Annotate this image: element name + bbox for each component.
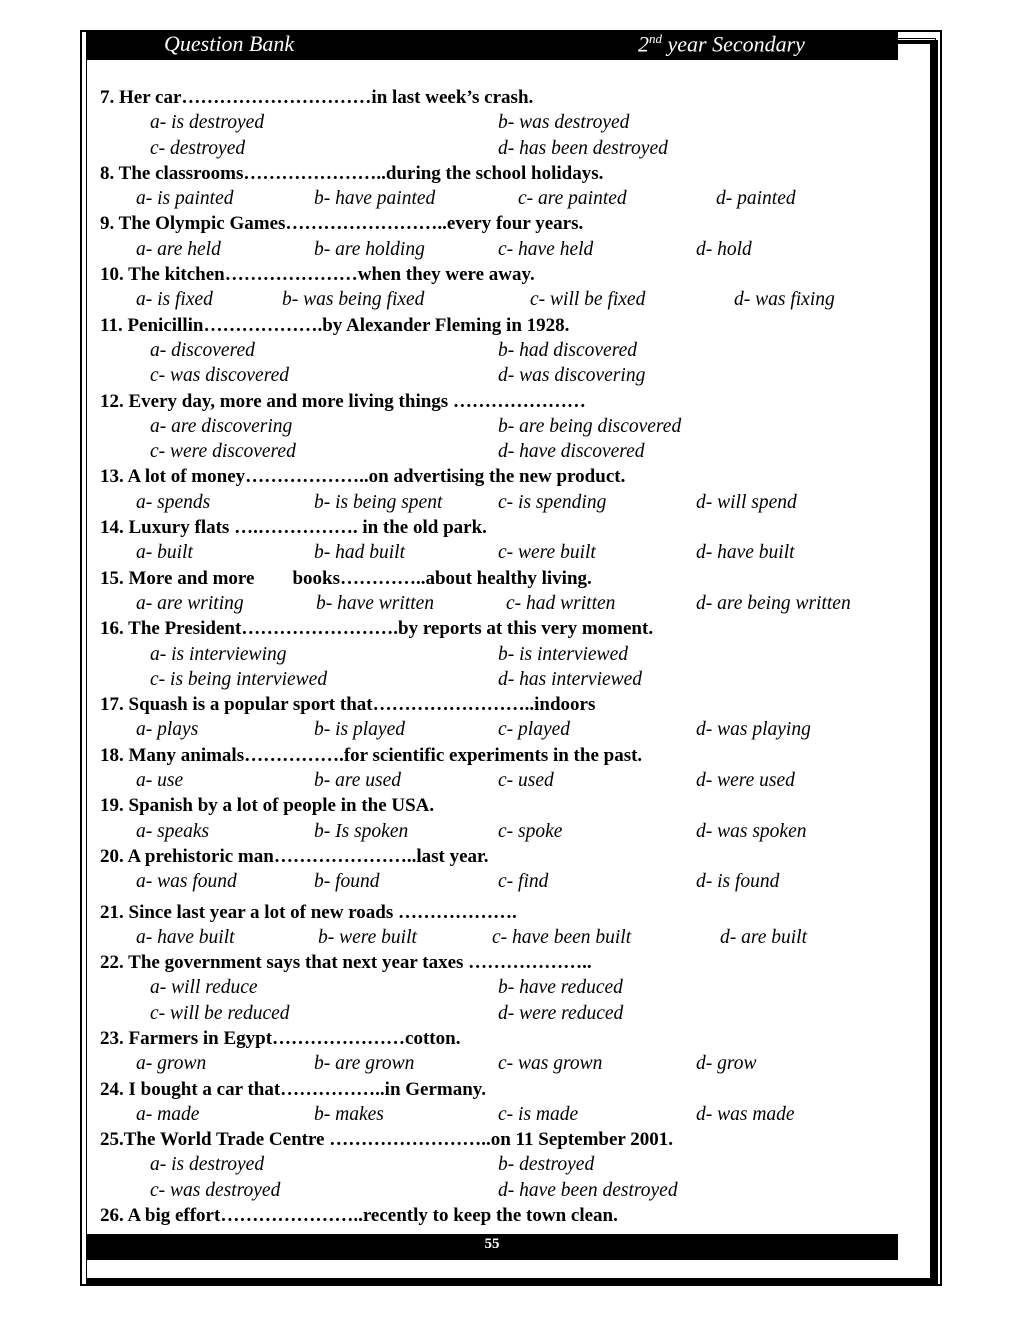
question-text: 10. The kitchen…………………when they were away. — [100, 264, 535, 286]
question-text: 13. A lot of money………………..on advertising the new product. — [100, 466, 626, 488]
answer-option: c- had written — [506, 592, 616, 614]
question-item — [100, 85, 920, 161]
answer-option: b- had built — [314, 542, 405, 564]
answer-option: c- were built — [498, 542, 596, 564]
header-notch — [898, 40, 938, 44]
question-text: 12. Every day, more and more living things ………………… — [100, 390, 586, 412]
option-row — [100, 1001, 920, 1026]
option-row — [100, 287, 920, 312]
answer-option: d- was fixing — [734, 289, 835, 311]
question-item — [100, 464, 920, 515]
answer-option: c- was destroyed — [150, 1179, 281, 1201]
answer-option: c- find — [498, 871, 549, 893]
answer-option: a- made — [136, 1103, 200, 1125]
question-item — [100, 161, 920, 212]
answer-option: a- discovered — [150, 339, 255, 361]
answer-option: c- is spending — [498, 491, 607, 513]
answer-option: b- are holding — [314, 238, 425, 260]
option-row — [100, 667, 920, 692]
question-text: 18. Many animals…………….for scientific experiments in the past. — [100, 744, 643, 766]
answer-option: a- will reduce — [150, 977, 258, 999]
option-row — [100, 1178, 920, 1203]
question-text: 17. Squash is a popular sport that……………………..indoors — [100, 694, 596, 716]
option-row — [100, 136, 920, 161]
answer-option: c- have held — [498, 238, 594, 260]
header-grade-rest: year Secondary — [662, 31, 805, 57]
answer-option: a- speaks — [136, 820, 210, 842]
answer-option: d- painted — [716, 188, 796, 210]
answer-option: d- was playing — [696, 719, 811, 741]
question-item — [100, 262, 920, 313]
answer-option: a- is painted — [136, 188, 234, 210]
answer-option: d- has been destroyed — [498, 137, 668, 159]
answer-option: b- were built — [318, 926, 417, 948]
question-text: 21. Since last year a lot of new roads ………………. — [100, 901, 517, 923]
header-grade — [638, 31, 805, 57]
answer-option: d- have been destroyed — [498, 1179, 678, 1201]
question-item — [100, 950, 920, 1026]
option-row — [100, 819, 920, 844]
question-item — [100, 211, 920, 262]
option-row — [100, 338, 920, 363]
question-text: 22. The government says that next year taxes ……………….. — [100, 952, 592, 974]
answer-option: d- were used — [696, 770, 795, 792]
option-row — [100, 717, 920, 742]
answer-option: c- will be reduced — [150, 1002, 290, 1024]
answer-option: b- Is spoken — [314, 820, 409, 842]
question-item — [100, 1203, 920, 1228]
answer-option: c- destroyed — [150, 137, 246, 159]
answer-option: a- built — [136, 542, 193, 564]
answer-option: b- is interviewed — [498, 643, 628, 665]
answer-option: d- was discovering — [498, 365, 646, 387]
answer-option: b- have written — [316, 592, 435, 614]
option-row — [100, 237, 920, 262]
question-text: 20. A prehistoric man…………………..last year. — [100, 845, 489, 867]
question-item — [100, 844, 920, 895]
question-item — [100, 743, 920, 794]
answer-option: c- is being interviewed — [150, 668, 328, 690]
option-row — [100, 1152, 920, 1177]
answer-option: b- found — [314, 871, 380, 893]
answer-option: d- grow — [696, 1053, 757, 1075]
answer-option: d- are built — [720, 926, 808, 948]
question-text: 26. A big effort…………………..recently to keep the town clean. — [100, 1205, 618, 1227]
answer-option: c- played — [498, 719, 571, 741]
answer-option: b- are grown — [314, 1053, 415, 1075]
answer-option: a- have built — [136, 926, 235, 948]
option-row — [100, 1102, 920, 1127]
answer-option: a- is fixed — [136, 289, 213, 311]
question-item — [100, 900, 920, 951]
question-text: 14. Luxury flats ….……………. in the old park. — [100, 517, 487, 539]
answer-option: d- were reduced — [498, 1002, 624, 1024]
question-text: 7. Her car…………………………in last week’s crash. — [100, 87, 534, 108]
question-item — [100, 1077, 920, 1128]
answer-option: b- are used — [314, 770, 402, 792]
answer-option: c- will be fixed — [530, 289, 646, 311]
answer-option: d- was made — [696, 1103, 795, 1125]
answer-option: b- is played — [314, 719, 405, 741]
answer-option: a- plays — [136, 719, 199, 741]
question-item — [100, 313, 920, 389]
question-item — [100, 566, 920, 617]
option-row — [100, 540, 920, 565]
header-grade-ordinal: 2 — [638, 31, 649, 57]
option-row — [100, 975, 920, 1000]
answer-option: d- have built — [696, 542, 795, 564]
answer-option: a- is destroyed — [150, 1154, 265, 1176]
question-item — [100, 793, 920, 844]
page-frame-shadow-bottom — [86, 1278, 938, 1284]
answer-option: a- is destroyed — [150, 112, 265, 134]
question-text: 16. The President…………………….by reports at this very moment. — [100, 618, 654, 640]
answer-option: d- is found — [696, 871, 780, 893]
answer-option: a- are held — [136, 238, 221, 260]
option-row — [100, 1051, 920, 1076]
question-item — [100, 616, 920, 692]
option-row — [100, 925, 920, 950]
answer-option: c- used — [498, 770, 554, 792]
page-number: 55 — [484, 1236, 500, 1252]
footer-bar — [86, 1234, 898, 1260]
question-item — [100, 515, 920, 566]
option-row — [100, 869, 920, 894]
answer-option: a- was found — [136, 871, 237, 893]
answer-option: c- was grown — [498, 1053, 603, 1075]
answer-option: b- was destroyed — [498, 112, 630, 134]
question-text: 23. Farmers in Egypt…………………cotton. — [100, 1027, 461, 1049]
option-row — [100, 363, 920, 388]
question-text: 11. Penicillin……………….by Alexander Fleming in 1928. — [100, 314, 570, 336]
answer-option: d- are being written — [696, 592, 851, 614]
question-text: 9. The Olympic Games……………………..every four years. — [100, 213, 584, 235]
answer-option: b- is being spent — [314, 491, 443, 513]
option-row — [100, 186, 920, 211]
question-item — [100, 1127, 920, 1203]
answer-option: a- spends — [136, 491, 211, 513]
answer-option: c- were discovered — [150, 441, 296, 463]
answer-option: c- are painted — [518, 188, 627, 210]
answer-option: b- have reduced — [498, 977, 623, 999]
option-row — [100, 591, 920, 616]
answer-option: d- was spoken — [696, 820, 807, 842]
header-grade-suffix: nd — [649, 31, 662, 46]
question-item — [100, 1026, 920, 1077]
option-row — [100, 642, 920, 667]
answer-option: a- are writing — [136, 592, 244, 614]
option-row — [100, 768, 920, 793]
question-text: 19. Spanish by a lot of people in the USA. — [100, 795, 435, 817]
option-row — [100, 490, 920, 515]
answer-option: b- have painted — [314, 188, 436, 210]
answer-option: d- will spend — [696, 491, 797, 513]
answer-option: b- had discovered — [498, 339, 637, 361]
page-frame-shadow-right — [930, 44, 938, 1280]
option-row — [100, 439, 920, 464]
answer-option: d- has interviewed — [498, 668, 643, 690]
answer-option: c- spoke — [498, 820, 563, 842]
answer-option: b- destroyed — [498, 1154, 595, 1176]
answer-option: a- is interviewing — [150, 643, 287, 665]
answer-option: c- is made — [498, 1103, 579, 1125]
header-title: Question Bank — [164, 31, 295, 56]
answer-option: d- have discovered — [498, 441, 645, 463]
question-item — [100, 692, 920, 743]
option-row — [100, 414, 920, 439]
header-bar — [86, 30, 898, 60]
question-text: 24. I bought a car that……………..in Germany. — [100, 1078, 487, 1100]
question-text: 25.The World Trade Centre ……………………..on 11 September 2001. — [100, 1129, 673, 1151]
option-row — [100, 110, 920, 135]
question-list — [100, 85, 920, 1228]
answer-option: b- are being discovered — [498, 415, 682, 437]
question-text: 8. The classrooms…………………..during the school holidays. — [100, 162, 604, 184]
answer-option: a- grown — [136, 1053, 207, 1075]
answer-option: c- was discovered — [150, 365, 289, 387]
answer-option: c- have been built — [492, 926, 632, 948]
question-text: 15. More and more books…………..about healthy living. — [100, 567, 592, 589]
answer-option: a- use — [136, 770, 184, 792]
answer-option: a- are discovering — [150, 415, 293, 437]
answer-option: d- hold — [696, 238, 752, 260]
question-item — [100, 389, 920, 465]
answer-option: b- was being fixed — [282, 289, 425, 311]
answer-option: b- makes — [314, 1103, 384, 1125]
